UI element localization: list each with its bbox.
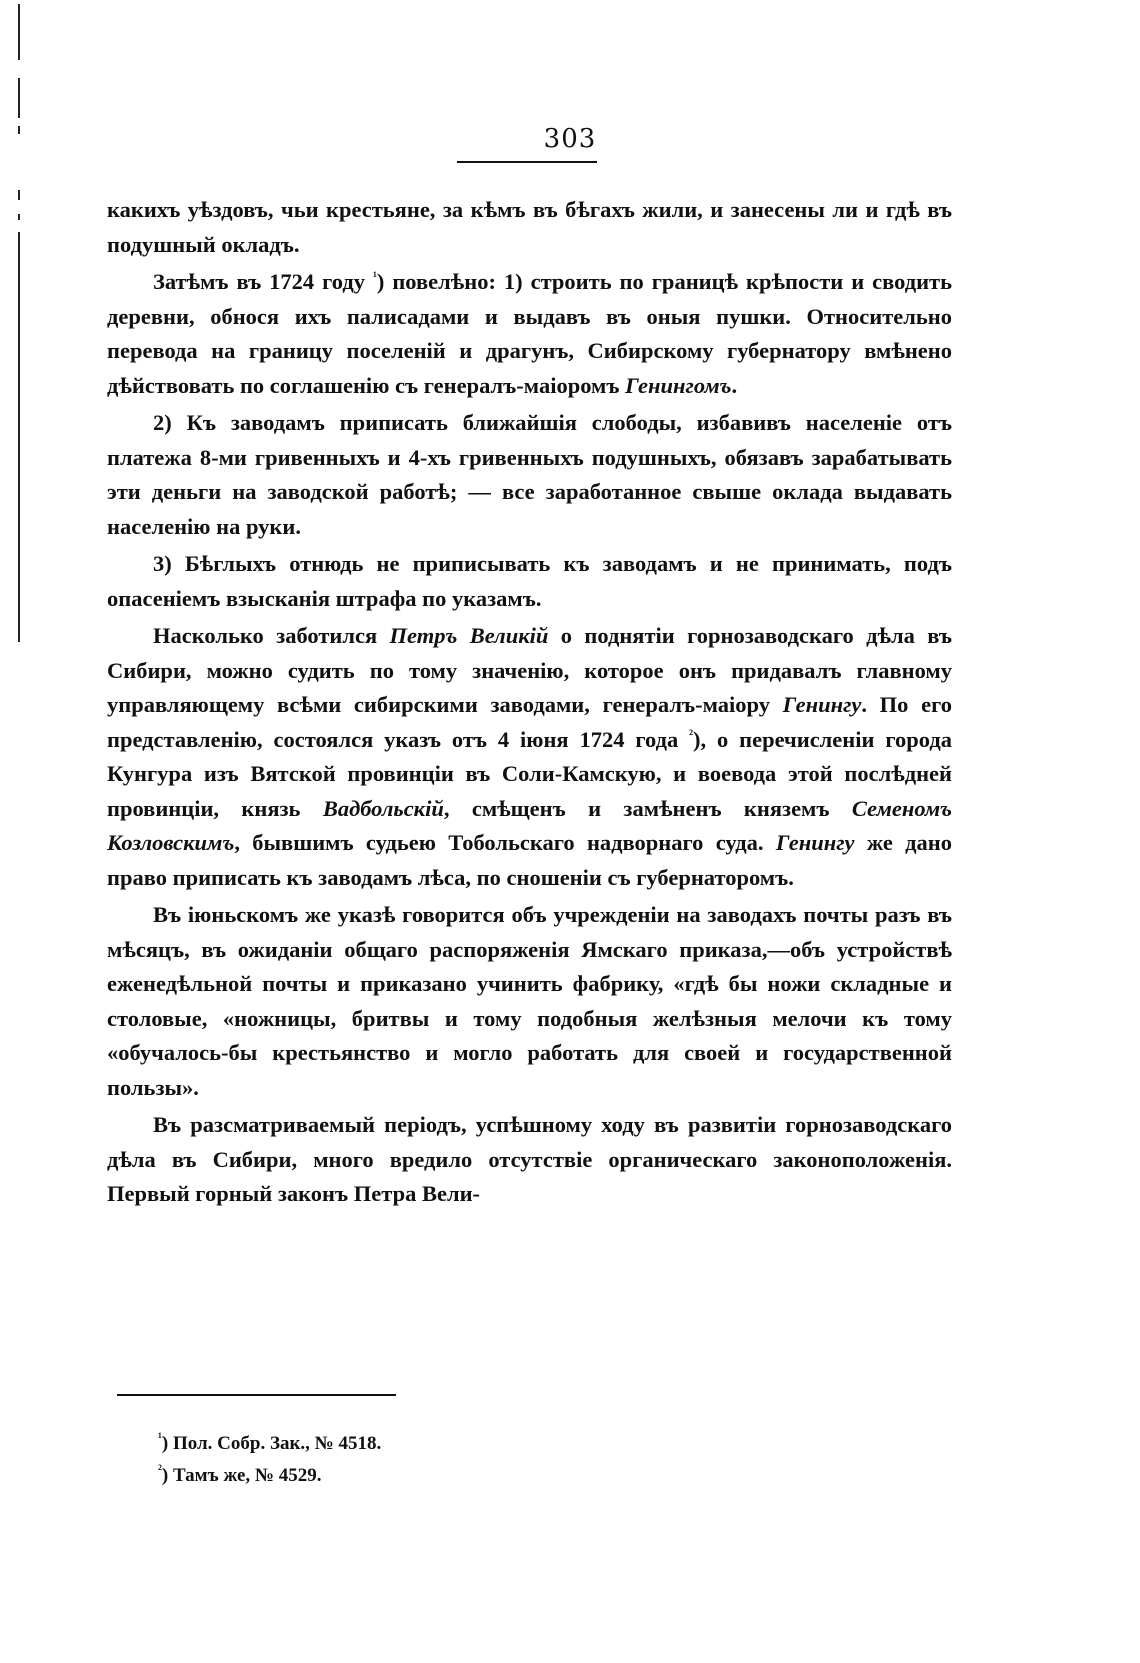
text-run: Въ іюньскомъ же указѣ говорится объ учрежденіи на заводахъ почты разъ въ мѣсяцъ, въ ожиданіи общаго распоряженія Ямскаго приказа,—объ устройствѣ еженедѣльной почты и приказано учинить фабрику, «гдѣ бы ножи складные и столовые, «ножницы, бритвы и тому подобныя желѣзныя мелочи къ тому «обучалось-бы крестьянство и могло работать для своей и государственной пользы».: [107, 902, 952, 1100]
footnote: [158, 1428, 381, 1460]
footnotes: [158, 1428, 381, 1492]
page-number-rule: [457, 161, 597, 163]
text-run: о поднятіи горнозаводскаго дѣла въ Сибири, можно судить по тому значенію, которое онъ придавалъ главному управляющему всѣми сибирскими заводами, генералъ-маіору: [107, 623, 952, 717]
text-run: , смѣщенъ и замѣненъ княземъ: [443, 795, 852, 821]
footnote-mark: ²: [158, 1461, 162, 1477]
text-run: , бывшимъ судьею Тобольскаго надворнаго суда.: [234, 830, 776, 855]
text-run: .: [731, 372, 738, 398]
text-run: Насколько заботился: [153, 623, 390, 648]
text-run: какихъ уѣздовъ, чьи крестьяне, за кѣмъ въ бѣгахъ жили, и занесены ли и гдѣ въ подушный окладъ.: [107, 197, 952, 257]
footnote-separator: [117, 1394, 396, 1396]
scan-binding-edge: [0, 0, 30, 1663]
text-run: 2) Къ заводамъ приписать ближайшія слободы, избавивъ населеніе отъ платежа 8-ми гривенныхъ и 4-хъ гривенныхъ подушныхъ, обязавъ зарабатывать эти деньги на заводской работѣ; — все заработанное свыше оклада выдавать населенію на руки.: [107, 410, 952, 539]
footnote-text: ) Пол. Собр. Зак., № 4518.: [161, 1433, 382, 1454]
paragraph: [107, 547, 952, 616]
footnote-ref: ¹: [372, 268, 377, 284]
italic-name: Генингомъ: [625, 372, 732, 398]
paragraph: [107, 1108, 952, 1212]
text-run: ), о перечисленіи города Кунгура изъ Вятской провинціи въ Соли-Камскую, и воевода этой послѣдней провинціи, князь: [107, 726, 952, 821]
body-text: [107, 193, 952, 1215]
italic-name: Генингу: [775, 830, 855, 855]
footnote-text: ) Тамъ же, № 4529.: [161, 1465, 322, 1486]
text-run: ) повелѣно: 1) строить по границѣ крѣпости и сводить деревни, обнося ихъ палисадами и выдавъ въ оныя пушки. Относительно перевода на границу поселеній и драгунъ, Сибирскому губернатору вмѣнено дѣйствовать по соглашенію съ генералъ-маіоромъ: [107, 269, 952, 398]
italic-name: Семеномъ Козловскимъ: [107, 795, 952, 855]
paragraph: [107, 265, 952, 403]
footnote-mark: ¹: [158, 1429, 162, 1445]
text-run: . По его представленію, состоялся указъ отъ 4 іюня 1724 года: [107, 692, 952, 752]
text-run: Затѣмъ въ 1724 году: [153, 269, 373, 294]
paragraph: [107, 406, 952, 544]
paragraph: [107, 619, 952, 895]
italic-name: Вадбольскій: [322, 795, 444, 821]
italic-name: Генингу: [782, 692, 862, 717]
page-number: 303: [543, 124, 597, 154]
footnote-ref: ²: [689, 726, 694, 741]
text-run: Въ разсматриваемый періодъ, успѣшному ходу въ развитіи горнозаводскаго дѣла въ Сибири, много вредило отсутствіе органическаго законоположенія. Первый горный законъ Петра Вели-: [107, 1112, 952, 1206]
italic-name: Петръ Великій: [389, 623, 549, 648]
paragraph: [107, 898, 952, 1105]
text-run: 3) Бѣглыхъ отнюдь не приписывать къ заводамъ и не принимать, подъ опасеніемъ взысканія штрафа по указамъ.: [107, 551, 952, 611]
text-run: же дано право приписать къ заводамъ лѣса, по сношеніи съ губернаторомъ.: [107, 830, 952, 890]
footnote: [158, 1460, 381, 1492]
paragraph: [107, 193, 952, 262]
